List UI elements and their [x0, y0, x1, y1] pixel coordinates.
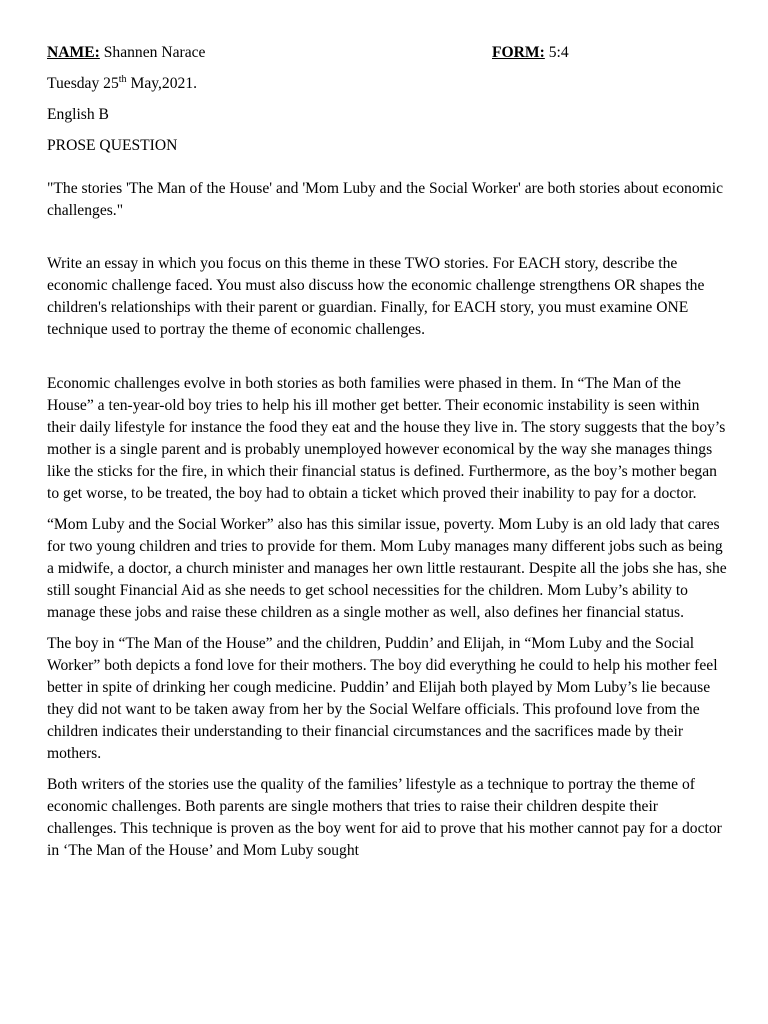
form-label: FORM:: [492, 44, 545, 61]
essay-paragraph-3: The boy in “The Man of the House” and the children, Puddin’ and Elijah, in “Mom Luby and the Social Worker” both depicts a fond love for their mothers. The boy did everything he could to help his mother feel better in spite of drinking her cough medicine. Puddin’ and Elijah both played by Mom Luby’s lie because they did not want to be taken away from her by the Social Welfare officials. This profound love from the children indicates their understanding to their financial circumstances and the sacrifices made by their mothers.: [47, 635, 718, 762]
name-label: NAME:: [47, 44, 100, 61]
header-row: [47, 42, 729, 64]
date-ordinal: th: [118, 73, 127, 85]
subject-line: English B: [47, 106, 109, 123]
question-prompt: Write an essay in which you focus on this theme in these TWO stories. For EACH story, describe the economic challenge faced. You must also discuss how the economic challenge strengthens OR shapes the children's relationships with their parent or guardian. Finally, for EACH story, you must examine ONE technique used to portray the theme of economic challenges.: [47, 255, 705, 338]
essay-paragraph-4: Both writers of the stories use the quality of the families’ lifestyle as a technique to portray the theme of economic challenges. Both parents are single mothers that tries to raise their children despite their challenges. This technique is proven as the boy went for aid to prove that his mother cannot pay for a doctor in ‘The Man of the House’ and Mom Luby sought: [47, 776, 722, 859]
section-heading: PROSE QUESTION: [47, 137, 178, 154]
essay-paragraph-2: “Mom Luby and the Social Worker” also has this similar issue, poverty. Mom Luby is an old lady that cares for two young children and tries to provide for them. Mom Luby manages many different jobs such as being a midwife, a doctor, a church minister and manages her own little restaurant. Despite all the jobs she has, she still sought Financial Aid as she needs to get school necessities for the children. Mom Luby’s ability to manage these jobs and raise these children as a single mother as well, also defines her financial status.: [47, 516, 727, 621]
date-suffix: May,2021.: [126, 75, 198, 92]
name-field: [47, 42, 205, 64]
date-prefix: Tuesday 25: [47, 75, 119, 92]
date-line: [47, 73, 729, 95]
form-value: 5:4: [544, 44, 569, 61]
form-field: [492, 42, 569, 64]
question-quote: "The stories 'The Man of the House' and 'Mom Luby and the Social Worker' are both stories about economic challenges.": [47, 180, 724, 219]
document-page: [47, 42, 729, 862]
name-value: Shannen Narace: [99, 44, 206, 61]
essay-paragraph-1: Economic challenges evolve in both stories as both families were phased in them. In “The Man of the House” a ten-year-old boy tries to help his ill mother get better. Their economic instability is seen within their daily lifestyle for instance the food they eat and the house they live in. The story suggests that the boy’s mother is a single parent and is probably unemployed however economical by the way she manages things like the sticks for the fire, in which their financial status is defined. Furthermore, as the boy’s mother began to get worse, to be treated, the boy had to obtain a ticket which proved their inability to pay for a doctor.: [47, 375, 726, 502]
